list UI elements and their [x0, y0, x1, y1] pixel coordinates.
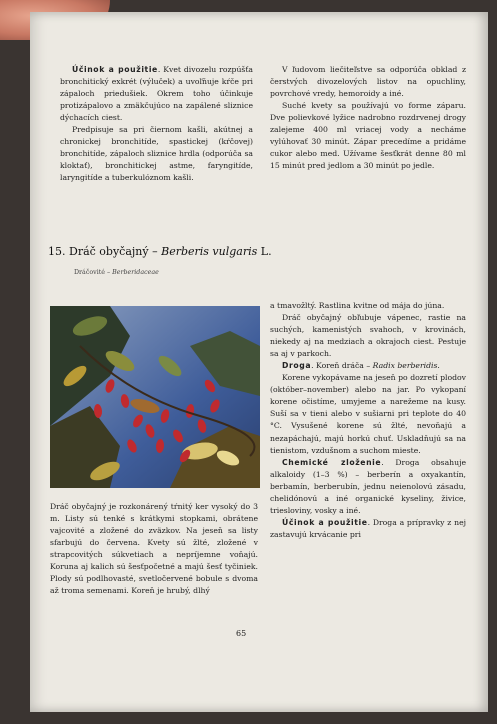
paragraph-composition — [270, 457, 466, 517]
text-column-right — [270, 300, 466, 541]
paragraph-harvest: Korene vykopávame na jeseň po dozretí plodov (október–november) alebo na jar. Po vykopaní korene očistíme, umyjeme a narežeme na kusy. Suší sa v tieni alebo v sušiarni pri teplote do 40 °C. Vysušené korene sú žlté, nevoňajú a nezapáchajú, majú horkú chuť. Uskladňujú sa na tienistom, vzdušnom a suchom mieste. — [270, 373, 466, 455]
paragraph-indications: Predpisuje sa pri čiernom kašli, akútnej a chronickej bronchitíde, spastickej (kŕčovej) bronchitíde, zápaloch sliznice hrdla (odporúča sa kloktať), bronchitickej astme, faryngitíde, laryngitíde a tuberkulóznom kašli. — [60, 125, 253, 183]
heading-composition: Chemické zloženie — [282, 457, 382, 467]
family-latin: Berberidaceae — [112, 269, 159, 276]
paragraph-flowering: a tmavožltý. Rastlina kvitne od mája do júna. — [270, 301, 445, 310]
drug-latin: Radix berberidis — [372, 361, 438, 371]
drug-text: . Koreň dráča – — [311, 361, 371, 371]
paragraph-folk-medicine: V ľudovom liečiteľstve sa odporúča obklad z čerstvých divozelových listov na opuchliny, povrchové vredy, hemoroidy a iné. — [270, 65, 466, 99]
plant-author: L. — [260, 245, 272, 258]
text-column-top-right — [270, 64, 466, 172]
family-name: Dráčovité — [74, 269, 105, 276]
heading-usage: Účinok a použitie — [72, 65, 158, 74]
title-dash: – — [152, 245, 158, 258]
heading-usage-2: Účinok a použitie — [282, 517, 368, 527]
plant-name: Dráč obyčajný — [69, 245, 149, 258]
paragraph-habitat: Dráč obyčajný obľubuje vápenec, rastie na suchých, kamenistých svahoch, v krovinách, niekedy aj na medziach a okrajoch ciest. Pestuje sa aj v parkoch. — [270, 313, 466, 359]
barberry-photo — [50, 306, 260, 488]
composition-text: . Droga obsahuje alkaloidy (1–3 %) – berberín a oxyakantín, berbamín, berberubín, jednu neienolovú zásadu, chelidónovú a iné organické kyseliny, živice, triesloviny, vosky a iné. — [270, 457, 466, 515]
section-title — [48, 245, 468, 258]
paragraph-drug — [270, 360, 466, 372]
plant-latin-name: Berberis vulgaris — [161, 245, 258, 258]
family-dash: – — [106, 269, 111, 276]
section-number: 15. — [48, 245, 66, 258]
drug-end: . — [437, 361, 440, 371]
usage-text: . Droga a prípravky z nej zastavujú krvácanie pri — [270, 517, 467, 539]
heading-drug: Droga — [282, 361, 312, 371]
paragraph-usage — [60, 64, 253, 124]
paragraph-usage-2 — [270, 517, 466, 541]
plant-description — [50, 501, 258, 597]
description-text: Dráč obyčajný je rozkonárený tŕnitý ker vysoký do 3 m. Listy sú tenké s krátkymi stopkami, obrátene vajcovité a zložené do zväzkov. Na jeseň sa listy sfarbujú do červena. Kvety sú žlté, zložené v strapcovitých súkvetiach a nepríjemne voňajú. Koruna aj kalich sú šesťpočetné a majú šesť tyčiniek. Plody sú podlhovasté, svetločervené bobule s dvoma až troma semenami. Koreň je hrubý, dlhý — [50, 502, 258, 596]
family-subtitle — [74, 269, 159, 276]
paragraph-preparation: Suché kvety sa používajú vo forme záparu. Dve polievkové lyžice nadrobno rozdrvenej drogy zalejeme 400 ml vriacej vody a necháme vylúhovať 30 minút. Zápar precedíme a pridáme cukor alebo med. Užívame šesťkrát denne 80 ml 15 minút pred jedlom a 30 minút po jedle. — [270, 101, 466, 171]
text-column-top-left — [60, 64, 253, 184]
paragraph-text: . Kvet divozelu rozpúšťa bronchitický exkrét (výluček) a uvoľňuje kŕče pri zápaloch priedušiek. Okrem toho účinkuje protizápalovo a zmäkčujúco na zapálené sliznice dýchacích ciest. — [60, 65, 254, 123]
book-page — [30, 12, 488, 712]
page-number: 65 — [236, 629, 247, 638]
